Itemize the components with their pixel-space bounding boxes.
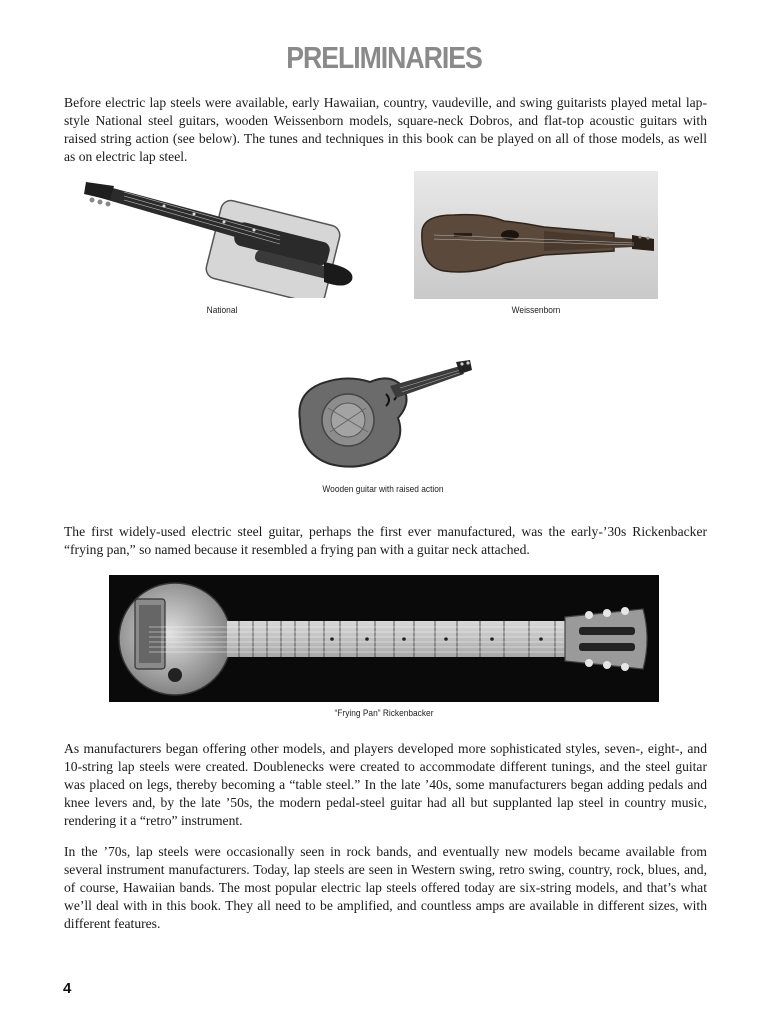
caption-wooden-guitar: Wooden guitar with raised action — [322, 484, 444, 495]
national-guitar-photo — [84, 176, 360, 298]
frying-pan-guitar-photo — [109, 575, 659, 702]
wooden-guitar-photo — [290, 360, 472, 472]
intro-paragraph: Before electric lap steels were available, early Hawaiian, country, vaudeville, and swing guitarists played metal lap-style National steel guitars, wooden Weissenborn models, square-neck Dobros, and flat-top acoustic guitars with raised string action (see below). The tunes and techniques in this book can be played on all of those models, as well as on electric lap steel. — [64, 95, 707, 164]
models-paragraph: As manufacturers began offering other models, and players developed more sophisticated styles, seven-, eight-, and 10-string lap steels were created. Doublenecks were created to accommodate different tunings, and the steel guitar was placed on legs, thereby becoming a “table steel.” In the late ’40s, some manufacturers began adding pedals and knee levers and, by the late ’50s, the modern pedal-steel guitar had all but supplanted lap steel in country music, rendering it a “retro” instrument. — [64, 741, 707, 828]
caption-weissenborn: Weissenborn — [511, 305, 561, 316]
modern-paragraph: In the ’70s, lap steels were occasionally seen in rock bands, and eventually new models became available from several instrument manufacturers. Today, lap steels are seen in Western swing, retro swing, country, rock, blues, and, of course, Hawaiian bands. The most popular electric lap steels offered today are six-string models, and that’s what we’ll deal with in this book. They all need to be amplified, and countless amps are available in different sizes, with different features. — [64, 844, 707, 931]
caption-national: National — [206, 305, 238, 316]
page-title: PRELIMINARIES — [286, 40, 482, 75]
weissenborn-guitar-photo — [414, 171, 658, 299]
caption-frying-pan: “Frying Pan” Rickenbacker — [334, 708, 434, 719]
page-number: 4 — [63, 980, 72, 997]
frying-pan-paragraph: The first widely-used electric steel guitar, perhaps the first ever manufactured, was the early-’30s Rickenbacker “frying pan,” so named because it resembled a frying pan with a guitar neck attached. — [64, 524, 707, 557]
